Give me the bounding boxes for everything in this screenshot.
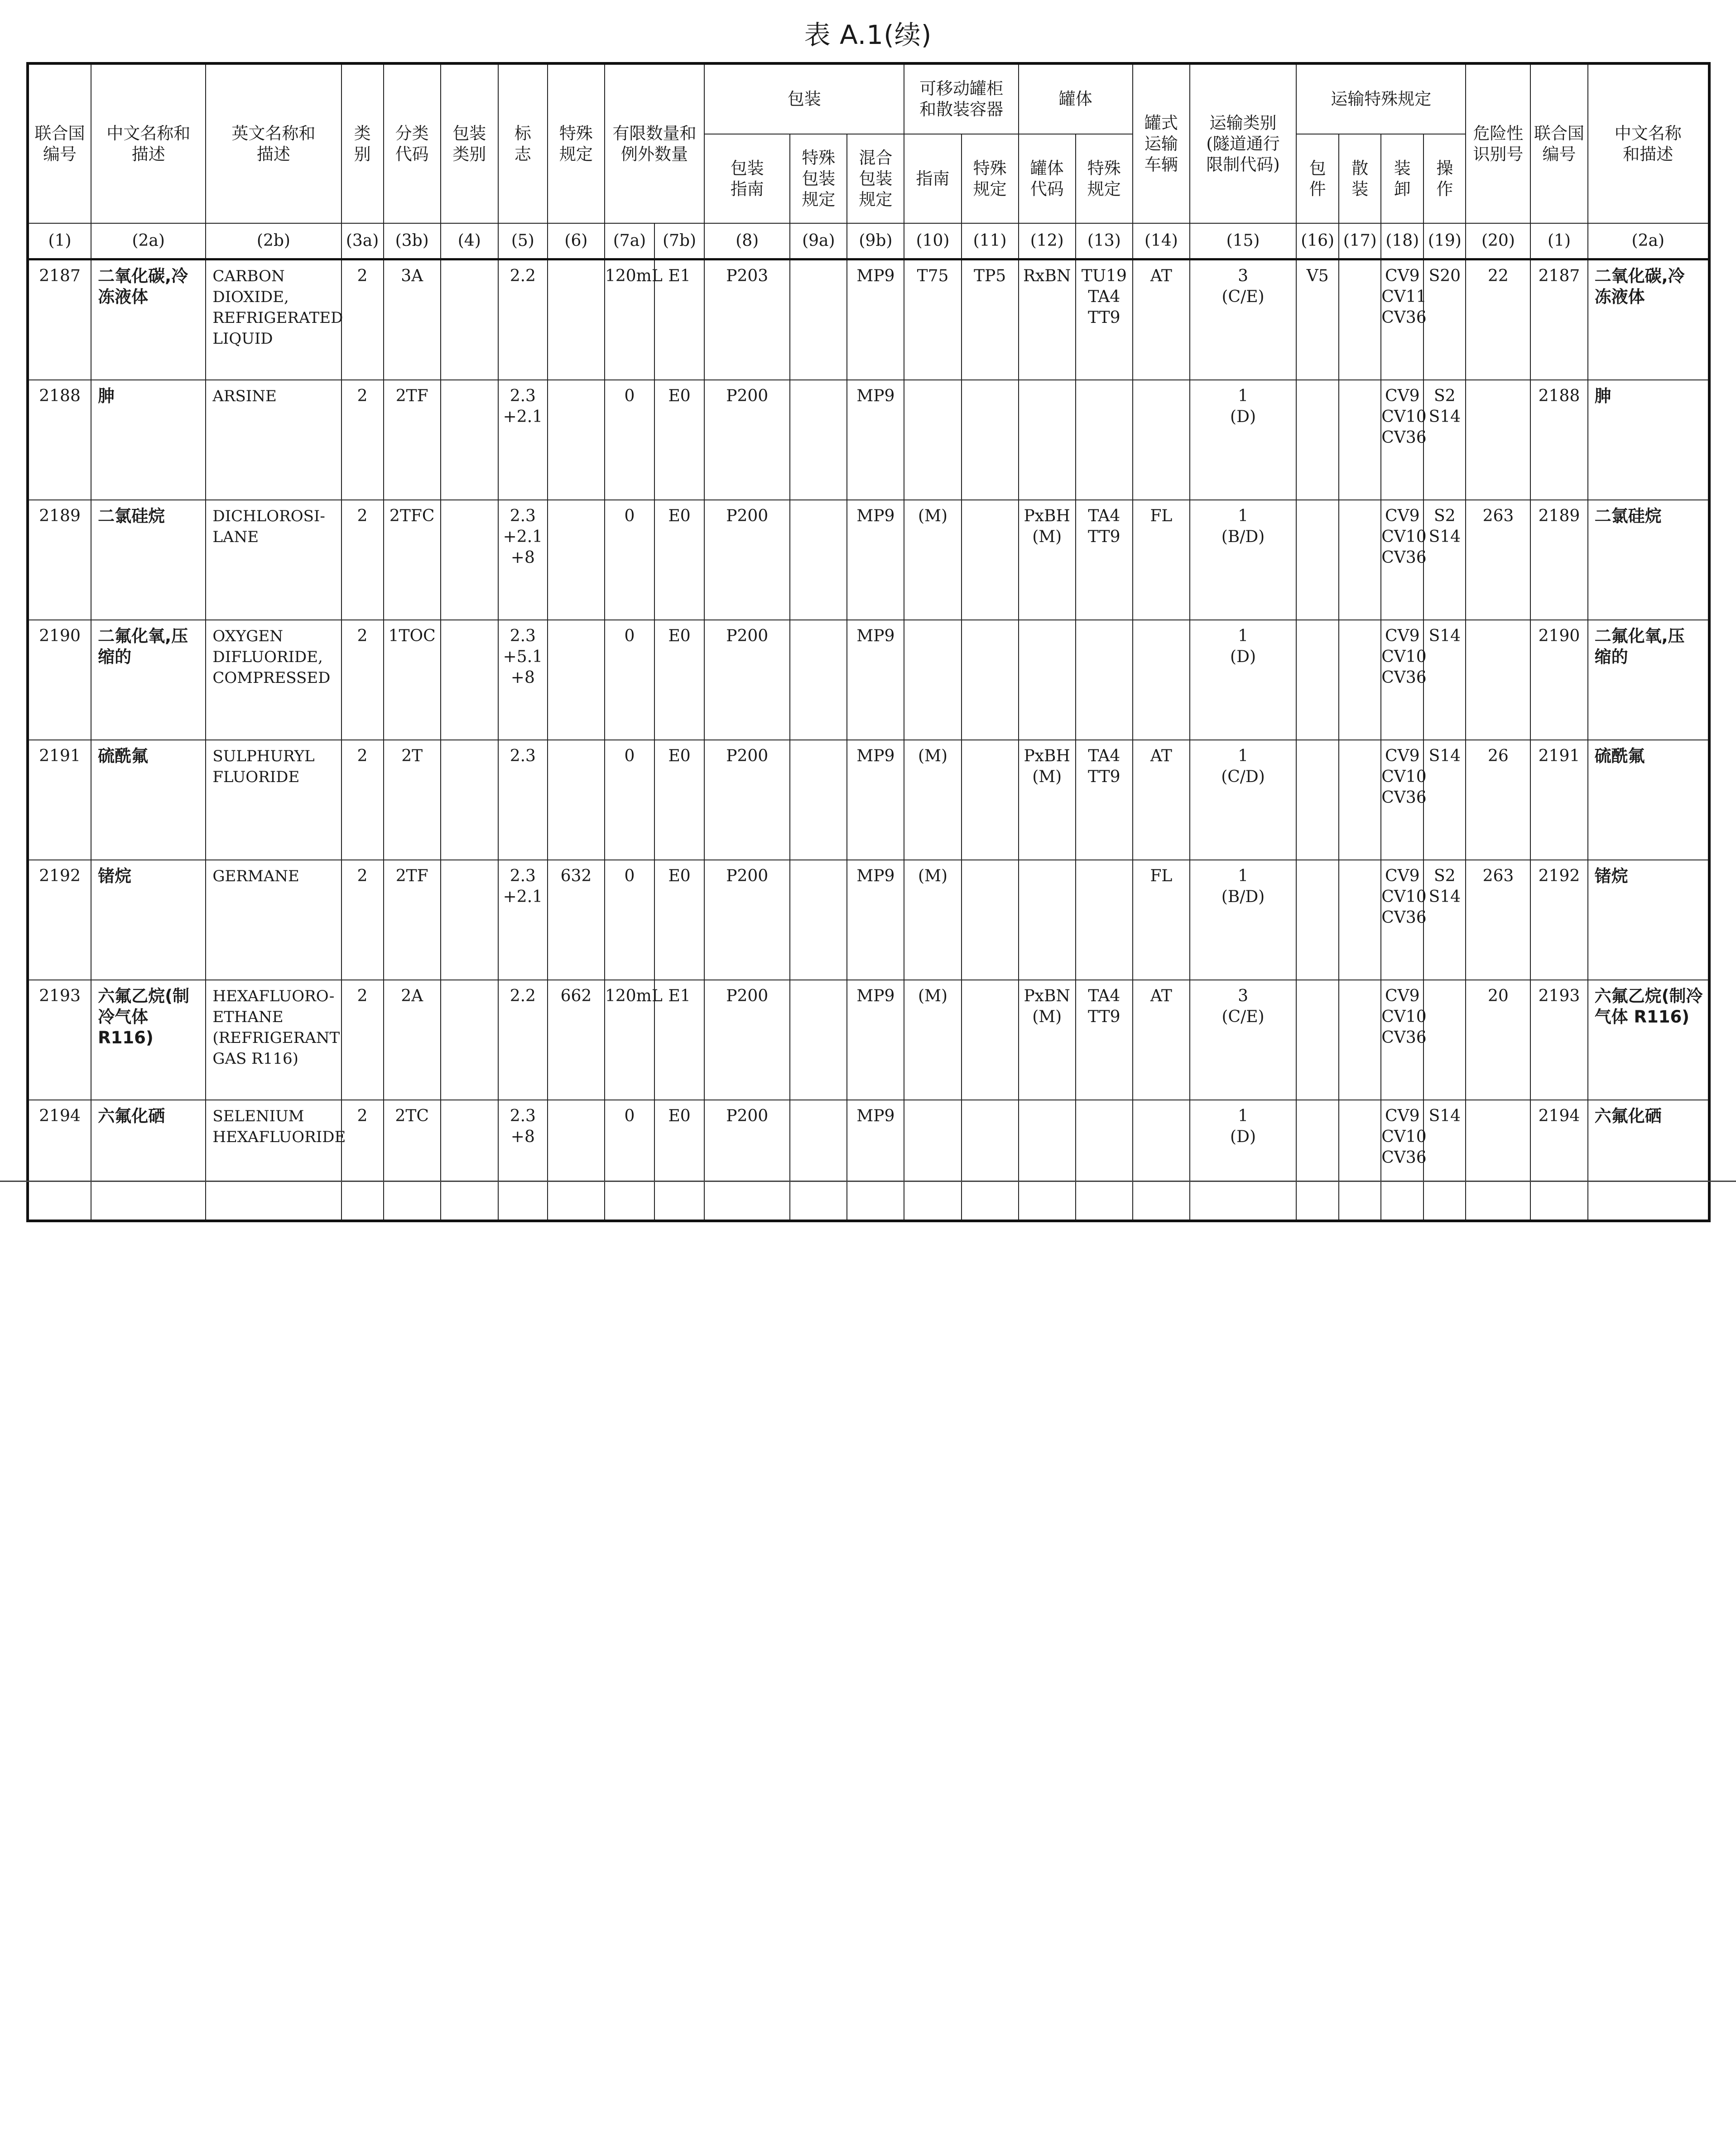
header-pack-special: 特殊 包装 规定	[790, 134, 847, 223]
header-st-packages: 包 件	[1296, 134, 1339, 223]
table-cell: 1 (C/D)	[1190, 740, 1296, 860]
table-cell: 263	[1466, 500, 1530, 620]
table-cell: 2	[341, 259, 384, 380]
table-cell	[962, 740, 1019, 860]
table-cell: S14	[1423, 620, 1466, 740]
header-limited-quantity: 有限数量和 例外数量	[605, 63, 704, 223]
column-number: (14)	[1133, 223, 1190, 259]
table-cell: E1	[654, 980, 704, 1100]
table-cell	[1076, 620, 1133, 740]
table-cell: E0	[654, 620, 704, 740]
column-number: (13)	[1076, 223, 1133, 259]
table-cell	[441, 1100, 498, 1221]
header-portable-tanks: 可移动罐柜 和散装容器	[904, 63, 1018, 134]
table-cell: P200	[704, 740, 790, 860]
table-cell: S2 S14	[1423, 500, 1466, 620]
header-hazard-id: 危险性 识别号	[1466, 63, 1530, 223]
header-un-number: 联合国 编号	[28, 63, 91, 223]
table-row	[28, 740, 1709, 860]
table-cell: 2TFC	[384, 500, 441, 620]
table-cell	[1466, 380, 1530, 500]
table-cell: 3 (C/E)	[1190, 259, 1296, 380]
table-cell: 2187	[1530, 259, 1587, 380]
table-cell: ARSINE	[206, 380, 341, 500]
table-cell: 2189	[1530, 500, 1587, 620]
column-number: (5)	[498, 223, 548, 259]
table-cell: FL	[1133, 860, 1190, 980]
table-cell: DICHLOROSI- LANE	[206, 500, 341, 620]
table-cell: 六氟化硒	[1588, 1100, 1709, 1221]
table-cell	[790, 980, 847, 1100]
column-number: (3b)	[384, 223, 441, 259]
table-cell: 2.3 +2.1 +8	[498, 500, 548, 620]
table-cell: 2	[341, 1100, 384, 1221]
table-cell: CV9 CV10 CV36	[1381, 620, 1423, 740]
header-pt-instructions: 指南	[904, 134, 961, 223]
table-cell	[548, 259, 605, 380]
header-labels: 标 志	[498, 63, 548, 223]
table-cell: 1 (D)	[1190, 380, 1296, 500]
table-cell	[790, 380, 847, 500]
table-cell: 2192	[1530, 860, 1587, 980]
table-cell: 0	[605, 620, 654, 740]
table-cell	[962, 860, 1019, 980]
column-number: (4)	[441, 223, 498, 259]
table-cell: TU19 TA4 TT9	[1076, 259, 1133, 380]
table-cell	[1466, 620, 1530, 740]
table-cell: 120mL	[605, 259, 654, 380]
table-cell: 2191	[28, 740, 91, 860]
table-cell: S14	[1423, 740, 1466, 860]
table-cell: CV9 CV10 CV36	[1381, 380, 1423, 500]
table-cell: TA4 TT9	[1076, 980, 1133, 1100]
table-cell	[790, 860, 847, 980]
header-special-provisions: 特殊 规定	[548, 63, 605, 223]
table-cell: S20	[1423, 259, 1466, 380]
table-cell	[548, 740, 605, 860]
table-cell	[1019, 1100, 1076, 1221]
table-cell	[790, 500, 847, 620]
table-cell: V5	[1296, 259, 1339, 380]
table-cell	[441, 980, 498, 1100]
table-cell: 二氧化碳,冷 冻液体	[91, 259, 206, 380]
table-cell: 0	[605, 500, 654, 620]
table-cell: 2194	[28, 1100, 91, 1221]
table-cell: GERMANE	[206, 860, 341, 980]
table-cell: 2.3 +5.1 +8	[498, 620, 548, 740]
table-cell: 20	[1466, 980, 1530, 1100]
table-cell: 硫酰氟	[91, 740, 206, 860]
header-packing-group: 包装 类别	[441, 63, 498, 223]
table-cell: OXYGEN DIFLUORIDE, COMPRESSED	[206, 620, 341, 740]
header-pt-special: 特殊 规定	[962, 134, 1019, 223]
table-cell: 2TF	[384, 860, 441, 980]
column-number: (1)	[1530, 223, 1587, 259]
table-cell: (M)	[904, 860, 961, 980]
table-cell: PxBH (M)	[1019, 740, 1076, 860]
table-cell: CV9 CV10 CV36	[1381, 740, 1423, 860]
table-cell	[1296, 380, 1339, 500]
column-number: (19)	[1423, 223, 1466, 259]
table-cell: 3A	[384, 259, 441, 380]
header-pack-instructions: 包装 指南	[704, 134, 790, 223]
table-body	[28, 259, 1709, 1221]
table-cell: 3 (C/E)	[1190, 980, 1296, 1100]
column-number: (11)	[962, 223, 1019, 259]
table-cell: 2.2	[498, 980, 548, 1100]
header-tank-special: 特殊 规定	[1076, 134, 1133, 223]
table-cell: RxBN	[1019, 259, 1076, 380]
table-cell: P200	[704, 1100, 790, 1221]
table-cell: MP9	[847, 740, 904, 860]
table-cell: CV9 CV10 CV36	[1381, 1100, 1423, 1221]
header-mixed-pack: 混合 包装 规定	[847, 134, 904, 223]
table-cell	[790, 620, 847, 740]
column-number: (6)	[548, 223, 605, 259]
table-cell	[1019, 620, 1076, 740]
table-cell: 2.3	[498, 740, 548, 860]
column-number: (9a)	[790, 223, 847, 259]
table-cell: P200	[704, 980, 790, 1100]
table-cell	[790, 259, 847, 380]
table-cell	[962, 980, 1019, 1100]
table-cell: TA4 TT9	[1076, 740, 1133, 860]
table-cell: 2193	[28, 980, 91, 1100]
column-number: (7b)	[654, 223, 704, 259]
table-cell	[1339, 860, 1381, 980]
header-packaging: 包装	[704, 63, 904, 134]
table-row	[28, 620, 1709, 740]
column-number: (2a)	[91, 223, 206, 259]
table-cell: MP9	[847, 980, 904, 1100]
table-cell: 662	[548, 980, 605, 1100]
column-number: (15)	[1190, 223, 1296, 259]
table-cell	[1076, 1100, 1133, 1221]
column-number: (8)	[704, 223, 790, 259]
column-number: (2b)	[206, 223, 341, 259]
table-cell: P200	[704, 620, 790, 740]
table-cell	[1296, 1100, 1339, 1221]
table-cell	[904, 1100, 961, 1221]
table-cell: 0	[605, 740, 654, 860]
table-cell: E0	[654, 1100, 704, 1221]
table-cell: SELENIUM HEXAFLUORIDE	[206, 1100, 341, 1221]
table-cell: MP9	[847, 620, 904, 740]
table-cell: CARBON DIOXIDE, REFRIGERATED LIQUID	[206, 259, 341, 380]
table-cell	[1339, 620, 1381, 740]
table-cell: 2188	[1530, 380, 1587, 500]
table-cell: 2TC	[384, 1100, 441, 1221]
table-cell	[1339, 259, 1381, 380]
table-cell	[441, 380, 498, 500]
table-cell: S2 S14	[1423, 380, 1466, 500]
table-row	[28, 380, 1709, 500]
table-cell: (M)	[904, 500, 961, 620]
table-cell	[548, 1100, 605, 1221]
header-class: 类 别	[341, 63, 384, 223]
table-cell: 2191	[1530, 740, 1587, 860]
table-cell: 2T	[384, 740, 441, 860]
table-cell	[1019, 860, 1076, 980]
table-cell: P200	[704, 860, 790, 980]
table-cell: E0	[654, 500, 704, 620]
table-cell	[1133, 380, 1190, 500]
table-cell	[790, 740, 847, 860]
table-cell	[1466, 1100, 1530, 1221]
table-cell: E0	[654, 380, 704, 500]
header-st-operation: 操 作	[1423, 134, 1466, 223]
table-cell: 六氟乙烷(制 冷气体 R116)	[91, 980, 206, 1100]
table-cell	[548, 380, 605, 500]
table-cell: 2	[341, 980, 384, 1100]
table-cell	[441, 860, 498, 980]
column-number: (18)	[1381, 223, 1423, 259]
header-st-bulk: 散 装	[1339, 134, 1381, 223]
column-number: (9b)	[847, 223, 904, 259]
column-number: (2a)	[1588, 223, 1709, 259]
table-cell: 二氯硅烷	[1588, 500, 1709, 620]
table-cell: MP9	[847, 500, 904, 620]
column-number: (3a)	[341, 223, 384, 259]
header-name-cn-2: 中文名称 和描述	[1588, 63, 1709, 223]
table-row	[28, 1100, 1709, 1221]
table-cell: FL	[1133, 500, 1190, 620]
table-cell	[962, 620, 1019, 740]
table-cell: 锗烷	[91, 860, 206, 980]
table-cell	[904, 380, 961, 500]
table-cell	[441, 620, 498, 740]
table-cell	[1296, 620, 1339, 740]
table-cell: 120mL	[605, 980, 654, 1100]
table-cell: 2	[341, 620, 384, 740]
table-cell: 2	[341, 500, 384, 620]
table-cell	[1423, 980, 1466, 1100]
table-cell	[790, 1100, 847, 1221]
table-cell: 二氟化氧,压 缩的	[1588, 620, 1709, 740]
table-cell	[1076, 380, 1133, 500]
table-cell: 0	[605, 380, 654, 500]
header-un-number-2: 联合国 编号	[1530, 63, 1587, 223]
table-cell: AT	[1133, 740, 1190, 860]
table-cell: (M)	[904, 740, 961, 860]
table-cell: MP9	[847, 259, 904, 380]
table-cell: 2.3 +2.1	[498, 380, 548, 500]
table-row	[28, 259, 1709, 380]
table-cell: 2	[341, 860, 384, 980]
table-cell: 2192	[28, 860, 91, 980]
column-number-row	[28, 223, 1709, 259]
page-divider	[0, 1181, 1736, 1182]
table-cell: E0	[654, 860, 704, 980]
table-cell: 1TOC	[384, 620, 441, 740]
table-cell: 2190	[28, 620, 91, 740]
table-cell: CV9 CV10 CV36	[1381, 500, 1423, 620]
table-cell	[1296, 740, 1339, 860]
table-cell: CV9 CV10 CV36	[1381, 860, 1423, 980]
table-cell: 0	[605, 860, 654, 980]
table-cell: SULPHURYL FLUORIDE	[206, 740, 341, 860]
column-number: (7a)	[605, 223, 654, 259]
table-cell: E0	[654, 740, 704, 860]
table-cell: P200	[704, 380, 790, 500]
header-tank: 罐体	[1019, 63, 1133, 134]
table-cell: 2194	[1530, 1100, 1587, 1221]
table-cell: 2188	[28, 380, 91, 500]
table-title: 表 A.1(续)	[804, 19, 932, 50]
header-name-cn: 中文名称和 描述	[91, 63, 206, 223]
table-cell: PxBN (M)	[1019, 980, 1076, 1100]
table-cell: P203	[704, 259, 790, 380]
table-cell: 锗烷	[1588, 860, 1709, 980]
column-number: (12)	[1019, 223, 1076, 259]
table-cell: 2	[341, 380, 384, 500]
column-number: (1)	[28, 223, 91, 259]
table-cell: 六氟乙烷(制冷 气体 R116)	[1588, 980, 1709, 1100]
table-cell	[1339, 980, 1381, 1100]
table-cell	[962, 500, 1019, 620]
table-cell	[1296, 500, 1339, 620]
column-number: (16)	[1296, 223, 1339, 259]
table-cell: 2.3 +2.1	[498, 860, 548, 980]
table-cell: 2.3 +8	[498, 1100, 548, 1221]
table-cell	[904, 620, 961, 740]
table-cell: 二氯硅烷	[91, 500, 206, 620]
header-tank-code: 罐体 代码	[1019, 134, 1076, 223]
table-cell: MP9	[847, 1100, 904, 1221]
header-special-transport: 运输特殊规定	[1296, 63, 1466, 134]
table-cell	[1339, 500, 1381, 620]
table-cell: 1 (D)	[1190, 620, 1296, 740]
table-cell: AT	[1133, 980, 1190, 1100]
header-transport-category: 运输类别 (隧道通行 限制代码)	[1190, 63, 1296, 223]
table-cell: (M)	[904, 980, 961, 1100]
table-cell: 胂	[1588, 380, 1709, 500]
table-cell	[1019, 380, 1076, 500]
table-cell	[1339, 1100, 1381, 1221]
table-cell: AT	[1133, 259, 1190, 380]
table-cell	[962, 1100, 1019, 1221]
table-cell: TP5	[962, 259, 1019, 380]
table-cell: P200	[704, 500, 790, 620]
table-row	[28, 980, 1709, 1100]
table-cell: 22	[1466, 259, 1530, 380]
table-cell: 1 (B/D)	[1190, 860, 1296, 980]
table-cell: S14	[1423, 1100, 1466, 1221]
table-cell: CV9 CV11 CV36	[1381, 259, 1423, 380]
table-cell: 二氟化氧,压 缩的	[91, 620, 206, 740]
table-cell: 六氟化硒	[91, 1100, 206, 1221]
table-cell: 2A	[384, 980, 441, 1100]
table-cell: 1 (D)	[1190, 1100, 1296, 1221]
table-cell: 2190	[1530, 620, 1587, 740]
table-cell: 二氧化碳,冷 冻液体	[1588, 259, 1709, 380]
table-cell: 263	[1466, 860, 1530, 980]
table-cell	[441, 259, 498, 380]
table-cell	[441, 740, 498, 860]
table-cell: 2187	[28, 259, 91, 380]
column-number: (20)	[1466, 223, 1530, 259]
table-row	[28, 500, 1709, 620]
table-cell: 2TF	[384, 380, 441, 500]
header-st-loading: 装 卸	[1381, 134, 1423, 223]
table-cell: TA4 TT9	[1076, 500, 1133, 620]
table-cell	[1339, 740, 1381, 860]
header-class-code: 分类 代码	[384, 63, 441, 223]
table-cell	[1076, 860, 1133, 980]
table-cell: 2193	[1530, 980, 1587, 1100]
header-tank-vehicle: 罐式 运输 车辆	[1133, 63, 1190, 223]
table-cell	[1133, 620, 1190, 740]
table-cell	[962, 380, 1019, 500]
table-cell	[548, 500, 605, 620]
table-cell: 2	[341, 740, 384, 860]
table-cell: 2189	[28, 500, 91, 620]
dangerous-goods-table	[26, 62, 1711, 1222]
column-number: (17)	[1339, 223, 1381, 259]
table-cell: 1 (B/D)	[1190, 500, 1296, 620]
table-cell: 2.2	[498, 259, 548, 380]
column-number: (10)	[904, 223, 961, 259]
table-cell: MP9	[847, 860, 904, 980]
table-cell: 26	[1466, 740, 1530, 860]
table-cell: 硫酰氟	[1588, 740, 1709, 860]
table-cell: PxBH (M)	[1019, 500, 1076, 620]
table-row	[28, 860, 1709, 980]
table-cell	[1133, 1100, 1190, 1221]
table-cell: MP9	[847, 380, 904, 500]
table-cell: 0	[605, 1100, 654, 1221]
table-cell: 632	[548, 860, 605, 980]
table-cell: 胂	[91, 380, 206, 500]
table-cell: S2 S14	[1423, 860, 1466, 980]
table-cell: E1	[654, 259, 704, 380]
table-cell: T75	[904, 259, 961, 380]
table-cell	[1296, 980, 1339, 1100]
header-name-en: 英文名称和 描述	[206, 63, 341, 223]
table-cell	[441, 500, 498, 620]
table-cell: HEXAFLUORO- ETHANE (REFRIGERANT GAS R116)	[206, 980, 341, 1100]
table-cell	[1296, 860, 1339, 980]
table-cell	[1339, 380, 1381, 500]
table-cell	[548, 620, 605, 740]
table-cell: CV9 CV10 CV36	[1381, 980, 1423, 1100]
